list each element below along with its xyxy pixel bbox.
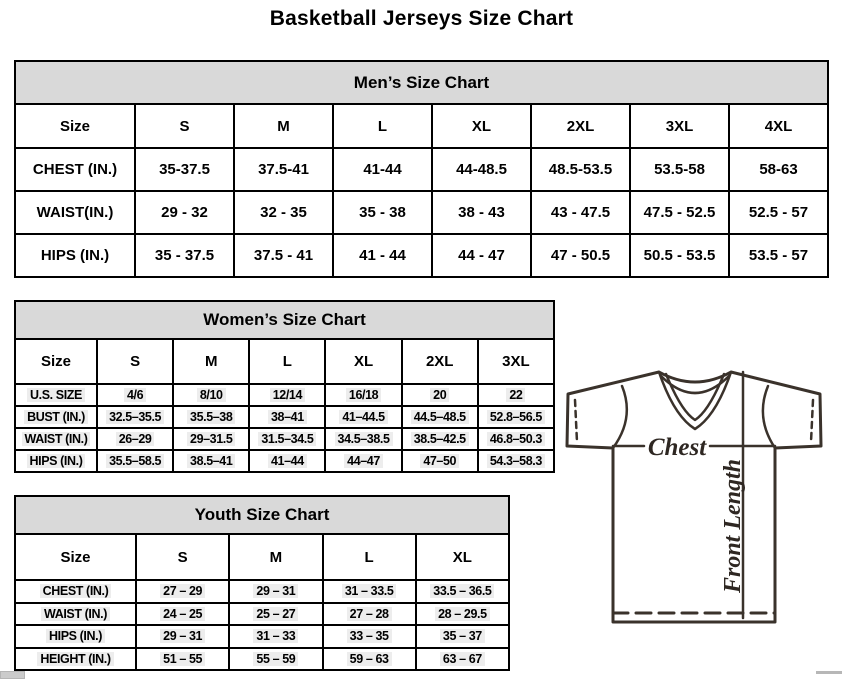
mens-col-header: XL [432,104,531,148]
cell: 58-63 [729,148,828,191]
cell: 52.8–56.5 [478,406,554,428]
cell: 29 – 31 [136,625,229,648]
cell: 47–50 [402,450,478,472]
cell: 20 [402,384,478,406]
cell: 41 - 44 [333,234,432,277]
womens-col-header: 3XL [478,339,554,384]
womens-row-label: HIPS (IN.) [15,450,97,472]
cell: 53.5 - 57 [729,234,828,277]
cell: 46.8–50.3 [478,428,554,450]
jersey-outline [567,372,821,622]
cell: 53.5-58 [630,148,729,191]
youth-table-title: Youth Size Chart [15,496,509,534]
right-cuff-stitch [811,400,813,442]
cell: 12/14 [249,384,325,406]
cell: 44 - 47 [432,234,531,277]
cell: 26–29 [97,428,173,450]
cell: 52.5 - 57 [729,191,828,234]
cell: 33 – 35 [323,625,416,648]
left-cuff-stitch [575,400,577,442]
cell: 29 – 31 [229,580,322,603]
cell: 31 – 33 [229,625,322,648]
womens-col-header: L [249,339,325,384]
youth-col-header: M [229,534,322,580]
womens-col-header: M [173,339,249,384]
table-row [15,625,509,648]
mens-row-label: CHEST (IN.) [15,148,135,191]
womens-row-label: BUST (IN.) [15,406,97,428]
cell: 37.5-41 [234,148,333,191]
cell: 35 – 37 [416,625,509,648]
cell: 38.5–42.5 [402,428,478,450]
table-row [15,450,554,472]
cell: 50.5 - 53.5 [630,234,729,277]
cell: 38.5–41 [173,450,249,472]
cell: 55 – 59 [229,648,322,671]
cell: 22 [478,384,554,406]
youth-size-header: Size [15,534,136,580]
womens-table-title: Women’s Size Chart [15,301,554,339]
cell: 38 - 43 [432,191,531,234]
chest-label: Chest [647,434,707,461]
cell: 41-44 [333,148,432,191]
cell: 27 – 28 [323,603,416,626]
cell: 47 - 50.5 [531,234,630,277]
womens-col-header: S [97,339,173,384]
cell: 48.5-53.5 [531,148,630,191]
cell: 32 - 35 [234,191,333,234]
cell: 31 – 33.5 [323,580,416,603]
cell: 38–41 [249,406,325,428]
cell: 27 – 29 [136,580,229,603]
jersey-diagram [560,366,842,628]
cell: 33.5 – 36.5 [416,580,509,603]
cell: 35.5–58.5 [97,450,173,472]
youth-col-header: S [136,534,229,580]
table-row [15,603,509,626]
cell: 29 - 32 [135,191,234,234]
cell: 44–47 [325,450,401,472]
mens-row-label: HIPS (IN.) [15,234,135,277]
cell: 35.5–38 [173,406,249,428]
cell: 4/6 [97,384,173,406]
page-title: Basketball Jerseys Size Chart [269,7,574,30]
cell: 25 – 27 [229,603,322,626]
youth-col-header: L [323,534,416,580]
table-row [15,191,828,234]
cell: 31.5–34.5 [249,428,325,450]
youth-size-table [14,495,510,671]
womens-col-header: 2XL [402,339,478,384]
mens-table-title: Men’s Size Chart [15,61,828,104]
cell: 41–44.5 [325,406,401,428]
youth-row-label: WAIST (IN.) [15,603,136,626]
mens-col-header: L [333,104,432,148]
cell: 43 - 47.5 [531,191,630,234]
table-row [15,648,509,671]
mens-col-header: 3XL [630,104,729,148]
womens-row-label: WAIST (IN.) [15,428,97,450]
cell: 44-48.5 [432,148,531,191]
cell: 54.3–58.3 [478,450,554,472]
cell: 16/18 [325,384,401,406]
youth-row-label: CHEST (IN.) [15,580,136,603]
youth-row-label: HIPS (IN.) [15,625,136,648]
table-row [15,428,554,450]
horizontal-scrollbar-thumb[interactable] [0,671,25,679]
cell: 28 – 29.5 [416,603,509,626]
cell: 34.5–38.5 [325,428,401,450]
youth-col-header: XL [416,534,509,580]
cell: 29–31.5 [173,428,249,450]
table-row [15,148,828,191]
cell: 35 - 38 [333,191,432,234]
cell: 35-37.5 [135,148,234,191]
front-length-label: Front Length [720,458,746,594]
cell: 41–44 [249,450,325,472]
horizontal-scrollbar-track[interactable] [816,671,842,674]
mens-col-header: M [234,104,333,148]
cell: 63 – 67 [416,648,509,671]
mens-row-label: WAIST(IN.) [15,191,135,234]
cell: 35 - 37.5 [135,234,234,277]
womens-size-table [14,300,555,473]
mens-col-header: 2XL [531,104,630,148]
left-armhole-seam [613,386,627,448]
mens-col-header: 4XL [729,104,828,148]
cell: 59 – 63 [323,648,416,671]
youth-row-label: HEIGHT (IN.) [15,648,136,671]
cell: 44.5–48.5 [402,406,478,428]
womens-row-label: U.S. SIZE [15,384,97,406]
cell: 51 – 55 [136,648,229,671]
table-row [15,384,554,406]
cell: 47.5 - 52.5 [630,191,729,234]
cell: 24 – 25 [136,603,229,626]
womens-size-header: Size [15,339,97,384]
table-row [15,580,509,603]
table-row [15,234,828,277]
right-armhole-seam [763,386,775,448]
cell: 8/10 [173,384,249,406]
mens-size-header: Size [15,104,135,148]
table-row [15,406,554,428]
mens-size-table [14,60,829,278]
mens-col-header: S [135,104,234,148]
cell: 32.5–35.5 [97,406,173,428]
cell: 37.5 - 41 [234,234,333,277]
womens-col-header: XL [325,339,401,384]
